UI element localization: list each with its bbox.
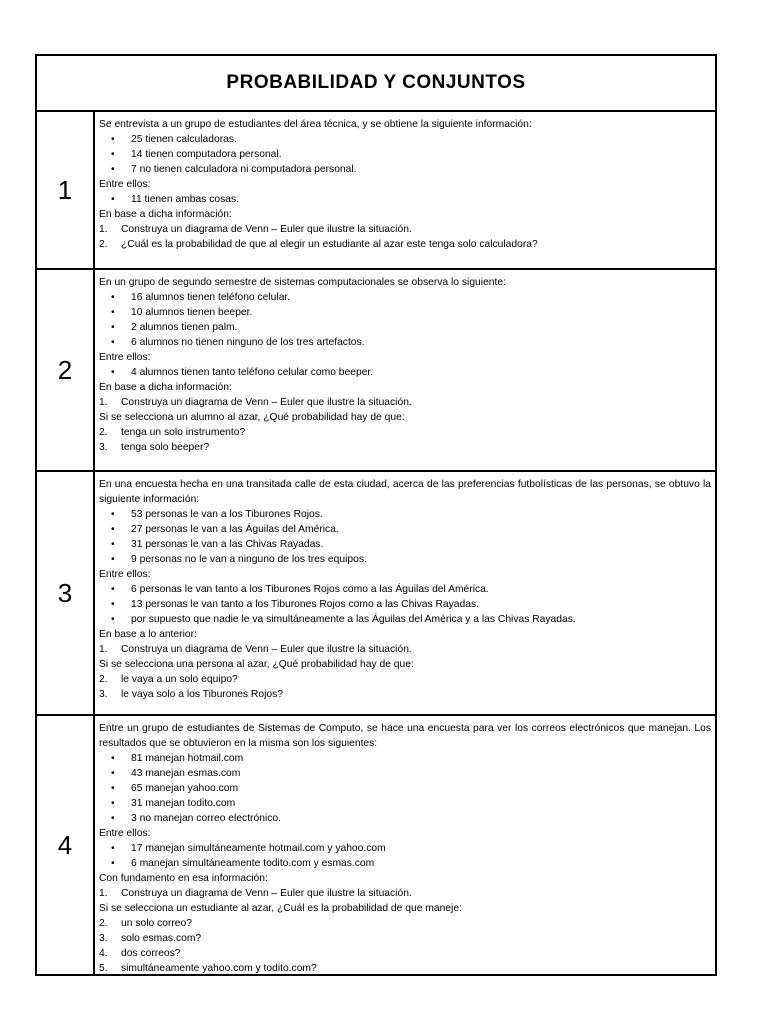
question-number: 3. — [99, 689, 108, 700]
question-item — [99, 425, 711, 440]
list-item: • 4 alumnos tienen tanto teléfono celular como beeper. — [99, 365, 711, 380]
base-label: En base a lo anterior: — [99, 629, 197, 640]
select-label: Si se selecciona un alumno al azar, ¿Qué probabilidad hay de que: — [99, 412, 405, 423]
list-item: • 65 manejan yahoo.com — [99, 781, 711, 796]
base-label: En base a dicha información: — [99, 382, 232, 393]
problem-row-2 — [37, 270, 715, 472]
problem-content — [95, 716, 715, 974]
question-number: 1. — [99, 888, 108, 899]
problem-number: 1 — [37, 112, 95, 268]
question-text: Construya un diagrama de Venn – Euler que ilustre la situación. — [121, 397, 412, 408]
question-number: 1. — [99, 644, 108, 655]
question-text: tenga solo beeper? — [121, 442, 210, 453]
worksheet-table — [35, 54, 717, 976]
list-item: • 6 alumnos no tienen ninguno de los tres artefactos. — [99, 335, 711, 350]
question-number: 5. — [99, 963, 108, 974]
problem-intro: En una encuesta hecha en una transitada calle de esta ciudad, acerca de las preferencias futbolísticas de las personas, se obtuvo la siguiente información: — [99, 479, 711, 505]
list-item: • 2 alumnos tienen palm. — [99, 320, 711, 335]
problem-number: 3 — [37, 472, 95, 714]
list-item: • 43 manejan esmas.com — [99, 766, 711, 781]
question-number: 3. — [99, 442, 108, 453]
list-item: • 14 tienen computadora personal. — [99, 147, 711, 162]
list-item: • por supuesto que nadie le va simultáneamente a las Águilas del América y a las Chivas Rayadas. — [99, 612, 711, 627]
title-row — [37, 56, 715, 112]
between-label: Entre ellos: — [99, 352, 151, 363]
question-number: 3. — [99, 933, 108, 944]
problem-intro: Entre un grupo de estudiantes de Sistemas de Computo, se hace una encuesta para ver los correos electrónicos que manejan. Los resultados que se obtuvieron en la misma son los siguientes: — [99, 723, 711, 749]
question-text: solo esmas.com? — [121, 933, 202, 944]
base-label: Con fundamento en esa información: — [99, 873, 268, 884]
list-item: • 13 personas le van tanto a los Tiburones Rojos como a las Chivas Rayadas. — [99, 597, 711, 612]
question-item — [99, 916, 711, 931]
problem-content — [95, 112, 715, 268]
question-item — [99, 222, 711, 237]
problem-content — [95, 270, 715, 470]
question-text: ¿Cuál es la probabilidad de que al elegir un estudiante al azar este tenga solo calculadora? — [121, 239, 538, 250]
question-number: 2. — [99, 239, 108, 250]
question-number: 1. — [99, 397, 108, 408]
question-number: 2. — [99, 427, 108, 438]
question-item — [99, 886, 711, 901]
question-text: le vaya solo a los Tiburones Rojos? — [121, 689, 283, 700]
between-label: Entre ellos: — [99, 179, 151, 190]
select-label: Si se selecciona una persona al azar, ¿Qué probabilidad hay de que: — [99, 659, 414, 670]
list-item: • 6 personas le van tanto a los Tiburones Rojos como a las Águilas del América. — [99, 582, 711, 597]
question-item — [99, 395, 711, 410]
list-item: • 81 manejan hotmail.com — [99, 751, 711, 766]
list-item: • 31 manejan todito.com — [99, 796, 711, 811]
list-item: • 3 no manejan correo electrónico. — [99, 811, 711, 826]
list-item: • 16 alumnos tienen teléfono celular. — [99, 290, 711, 305]
question-text: tenga un solo instrumento? — [121, 427, 246, 438]
problem-number: 2 — [37, 270, 95, 470]
question-item — [99, 687, 711, 702]
problem-number: 4 — [37, 716, 95, 974]
question-item — [99, 961, 711, 976]
select-label: Si se selecciona un estudiante al azar, ¿Cuál es la probabilidad de que maneje: — [99, 903, 462, 914]
problem-content — [95, 472, 715, 714]
base-label: En base a dicha información: — [99, 209, 232, 220]
question-item — [99, 931, 711, 946]
question-number: 2. — [99, 674, 108, 685]
question-text: Construya un diagrama de Venn – Euler que ilustre la situación. — [121, 888, 412, 899]
question-text: simultáneamente yahoo.com y todito.com? — [121, 963, 317, 974]
question-item — [99, 440, 711, 455]
question-item — [99, 237, 711, 252]
page-title: PROBABILIDAD Y CONJUNTOS — [226, 72, 526, 93]
problem-row-1 — [37, 112, 715, 270]
problem-row-4 — [37, 716, 715, 974]
list-item: • 6 manejan simultáneamente todito.com y esmas.com — [99, 856, 711, 871]
list-item: • 27 personas le van a las Águilas del América. — [99, 522, 711, 537]
question-text: Construya un diagrama de Venn – Euler que ilustre la situación. — [121, 224, 412, 235]
problem-intro: En un grupo de segundo semestre de sistemas computacionales se observa lo siguiente: — [99, 277, 506, 288]
list-item: • 10 alumnos tienen beeper. — [99, 305, 711, 320]
list-item: • 53 personas le van a los Tiburones Rojos. — [99, 507, 711, 522]
problem-intro: Se entrevista a un grupo de estudiantes del área técnica, y se obtiene la siguiente información: — [99, 119, 532, 130]
question-text: dos correos? — [121, 948, 181, 959]
question-item — [99, 642, 711, 657]
question-text: le vaya a un solo equipo? — [121, 674, 238, 685]
question-text: un solo correo? — [121, 918, 192, 929]
question-text: Construya un diagrama de Venn – Euler que ilustre la situación. — [121, 644, 412, 655]
list-item: • 7 no tienen calculadora ni computadora personal. — [99, 162, 711, 177]
question-number: 1. — [99, 224, 108, 235]
problem-row-3 — [37, 472, 715, 716]
list-item: • 31 personas le van a las Chivas Rayadas. — [99, 537, 711, 552]
question-item — [99, 672, 711, 687]
question-number: 2. — [99, 918, 108, 929]
between-label: Entre ellos: — [99, 828, 151, 839]
between-label: Entre ellos: — [99, 569, 151, 580]
question-item — [99, 946, 711, 961]
list-item: • 17 manejan simultáneamente hotmail.com y yahoo.com — [99, 841, 711, 856]
list-item: • 9 personas no le van a ninguno de los tres equipos. — [99, 552, 711, 567]
question-number: 4. — [99, 948, 108, 959]
list-item: • 25 tienen calculadoras. — [99, 132, 711, 147]
list-item: • 11 tienen ambas cosas. — [99, 192, 711, 207]
